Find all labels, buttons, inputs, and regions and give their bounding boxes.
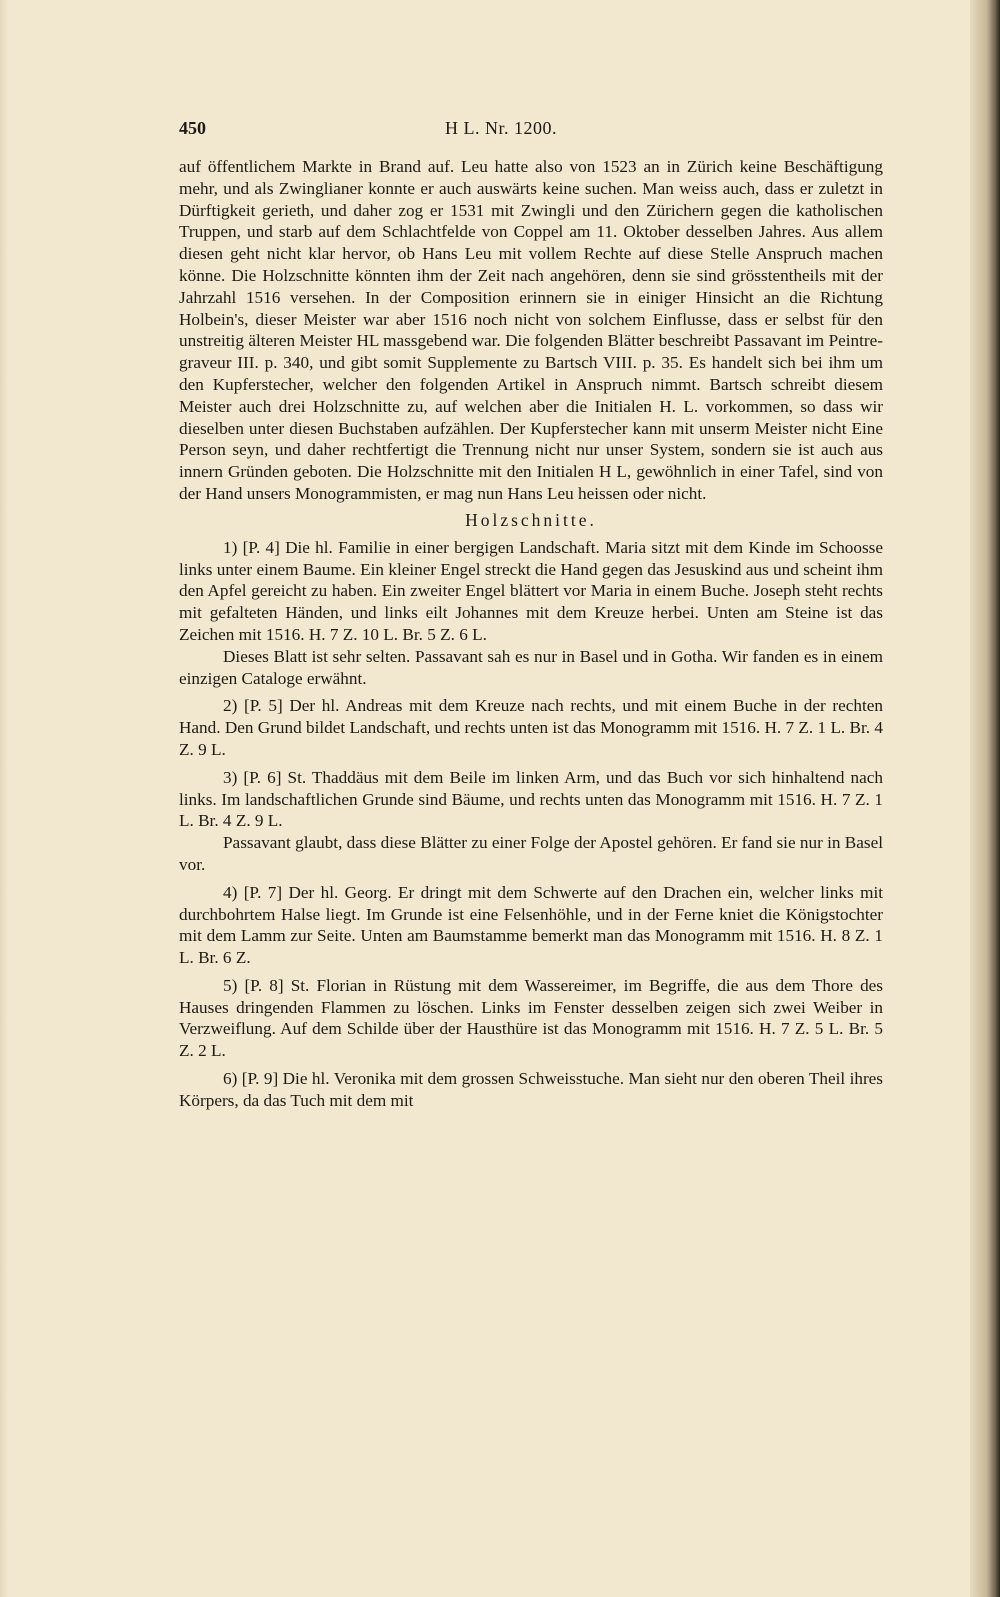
entry-1: 1) [P. 4] Die hl. Familie in einer bergigen Landschaft. Maria sitzt mit dem Kinde im Schoosse links unter einem Baume. Ein kleiner Engel streckt die Hand gegen das Jesuskind aus und scheint ihm den Apfel gereicht zu haben. Ein zweiter Engel blättert vor Maria in einem Buche. Joseph steht rechts mit gefalteten Händen, und links eilt Johannes mit dem Kreuze herbei. Unten am Steine ist das Zeichen mit 1516. H. 7 Z. 10 L. Br. 5 Z. 6 L. [179,537,883,644]
entry-5: 5) [P. 8] St. Florian in Rüstung mit dem Wassereimer, im Begriffe, die aus dem Thore des Hauses dringenden Flammen zu löschen. Links im Fenster desselben zeigen sich zwei Weiber in Verzweiflung. Auf dem Schilde über der Hausthüre ist das Monogramm mit 1516. H. 7 Z. 5 L. Br. 5 Z. 2 L. [179,975,883,1061]
entry-1-note: Dieses Blatt ist sehr selten. Passavant sah es nur in Basel und in Gotha. Wir fanden es in einem einzigen Cataloge erwähnt. [179,646,883,688]
intro-paragraph: auf öffentlichem Markte in Brand auf. Leu hatte also von 1523 an in Zürich keine Beschäftigung mehr, und als Zwinglianer konnte er auch auswärts keine suchen. Man weiss auch, dass er zuletzt in Dürftigkeit gerieth, und daher zog er 1531 mit Zwingli und den Zürichern gegen die katholischen Truppen, und starb auf dem Schlachtfelde von Coppel am 11. Oktober desselben Jahres. Aus allem diesen geht nicht klar hervor, ob Hans Leu mit vollem Rechte auf diese Stelle Anspruch machen könne. Die Holzschnitte könnten ihm der Zeit nach angehören, denn sie sind grösstentheils mit der Jahrzahl 1516 versehen. In der Composition erinnern sie in einiger Hinsicht an die Richtung Holbein's, dieser Meister war aber 1516 noch nicht von solchem Einflusse, dass er selbst für den unstreitig älteren Meister HL massgebend war. Die folgenden Blätter beschreibt Passavant im Peintre-graveur III. p. 340, und gibt somit Supplemente zu Bartsch VIII. p. 35. Es handelt sich bei ihm um den Kupferstecher, welcher den folgenden Artikel in Anspruch nimmt. Bartsch schreibt diesem Meister auch drei Holzschnitte zu, auf welchen aber die Initialen H. L. vorkommen, so dass wir dieselben unter diesen Buchstaben aufzählen. Der Kupferstecher kann mit unserm Meister nicht Eine Person seyn, und daher rechtfertigt die Trennung nicht nur unser System, sondern sie ist auch aus innern Gründen geboten. Die Holzschnitte mit den Initialen H L, gewöhnlich in einer Tafel, sind von der Hand unsers Monogrammisten, er mag nun Hans Leu heissen oder nicht. [179,157,883,503]
entry-2: 2) [P. 5] Der hl. Andreas mit dem Kreuze nach rechts, und mit einem Buche in der rechten Hand. Den Grund bildet Landschaft, und rechts unten ist das Monogramm mit 1516. H. 7 Z. 1 L. Br. 4 Z. 9 L. [179,696,883,759]
entry-3-note: Passavant glaubt, dass diese Blätter zu einer Folge der Apostel gehören. Er fand sie nur in Basel vor. [179,833,883,874]
entry-3: 3) [P. 6] St. Thaddäus mit dem Beile im linken Arm, und das Buch vor sich hinhaltend nach links. Im landschaftlichen Grunde sind Bäume, und rechts unten das Monogramm mit 1516. H. 7 Z. 1 L. Br. 4 Z. 9 L. [179,767,883,831]
page-header-title: H L. Nr. 1200. [445,118,557,138]
running-head [179,118,883,146]
section-heading: Holzschnitte. [465,509,597,530]
page-number: 450 [179,118,206,138]
entry-6: 6) [P. 9] Die hl. Veronika mit dem grossen Schweisstuche. Man sieht nur den oberen Theil ihres Körpers, da das Tuch mit dem mit [179,1069,883,1110]
text-block [179,118,883,1112]
page-left-edge [0,0,8,1597]
page-binding-shadow [970,0,1000,1597]
entry-4: 4) [P. 7] Der hl. Georg. Er dringt mit dem Schwerte auf den Drachen ein, welcher links mit durchbohrtem Halse liegt. Im Grunde ist eine Felsenhöhle, und in der Ferne kniet die Königstochter mit dem Lamm zur Seite. Unten am Baumstamme bemerkt man das Monogramm mit 1516. H. 8 Z. 1 L. Br. 6 Z. [179,882,883,968]
